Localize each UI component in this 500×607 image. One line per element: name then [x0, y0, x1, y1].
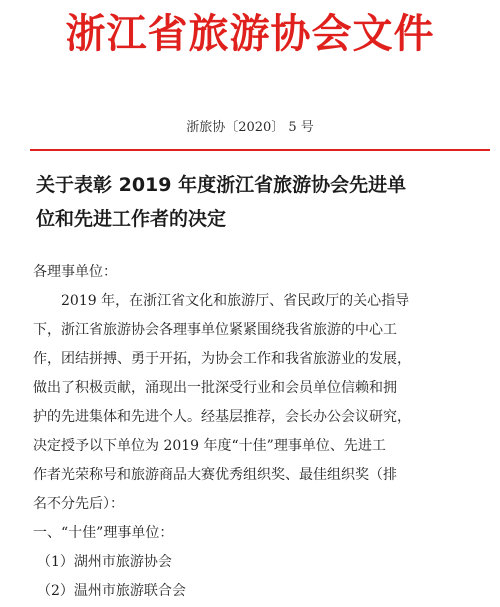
paragraph-line: 作者光荣称号和旅游商品大赛优秀组织奖、最佳组织奖（排 — [33, 467, 397, 483]
list-item: （1）湖州市旅游协会 — [37, 554, 172, 570]
paragraph-line: 名不分先后）： — [33, 496, 124, 512]
paragraph-line: 2019 年，在浙江省文化和旅游厅、省民政厅的关心指导 — [61, 293, 410, 309]
title-line-2: 位和先进工作者的决定 — [36, 208, 227, 230]
title-line-1: 关于表彰 2019 年度浙江省旅游协会先进单 — [36, 174, 407, 196]
salutation: 各理事单位： — [33, 264, 117, 280]
paragraph-line: 作，团结拼搏、勇于开拓，为协会工作和我省旅游业的发展， — [33, 351, 411, 367]
document-body — [33, 258, 473, 606]
paragraph-line: 护的先进集体和先进个人。经基层推荐，会长办公会议研究， — [33, 409, 411, 425]
document-number: 浙旅协〔2020〕 5 号 — [186, 120, 314, 135]
paragraph-line: 决定授予以下单位为 2019 年度“十佳”理事单位、先进工 — [33, 438, 386, 454]
list-item: （2）温州市旅游联合会 — [37, 583, 186, 599]
paragraph-line: 做出了积极贡献，涌现出一批深受行业和会员单位信赖和拥 — [33, 380, 397, 396]
section-heading: 一、“十佳”理事单位： — [33, 525, 174, 541]
paragraph-line: 下，浙江省旅游协会各理事单位紧紧围绕我省旅游的中心工 — [33, 322, 397, 338]
masthead-title: 浙江省旅游协会文件 — [65, 10, 435, 57]
document-title — [36, 168, 476, 236]
red-divider-line — [30, 149, 490, 151]
